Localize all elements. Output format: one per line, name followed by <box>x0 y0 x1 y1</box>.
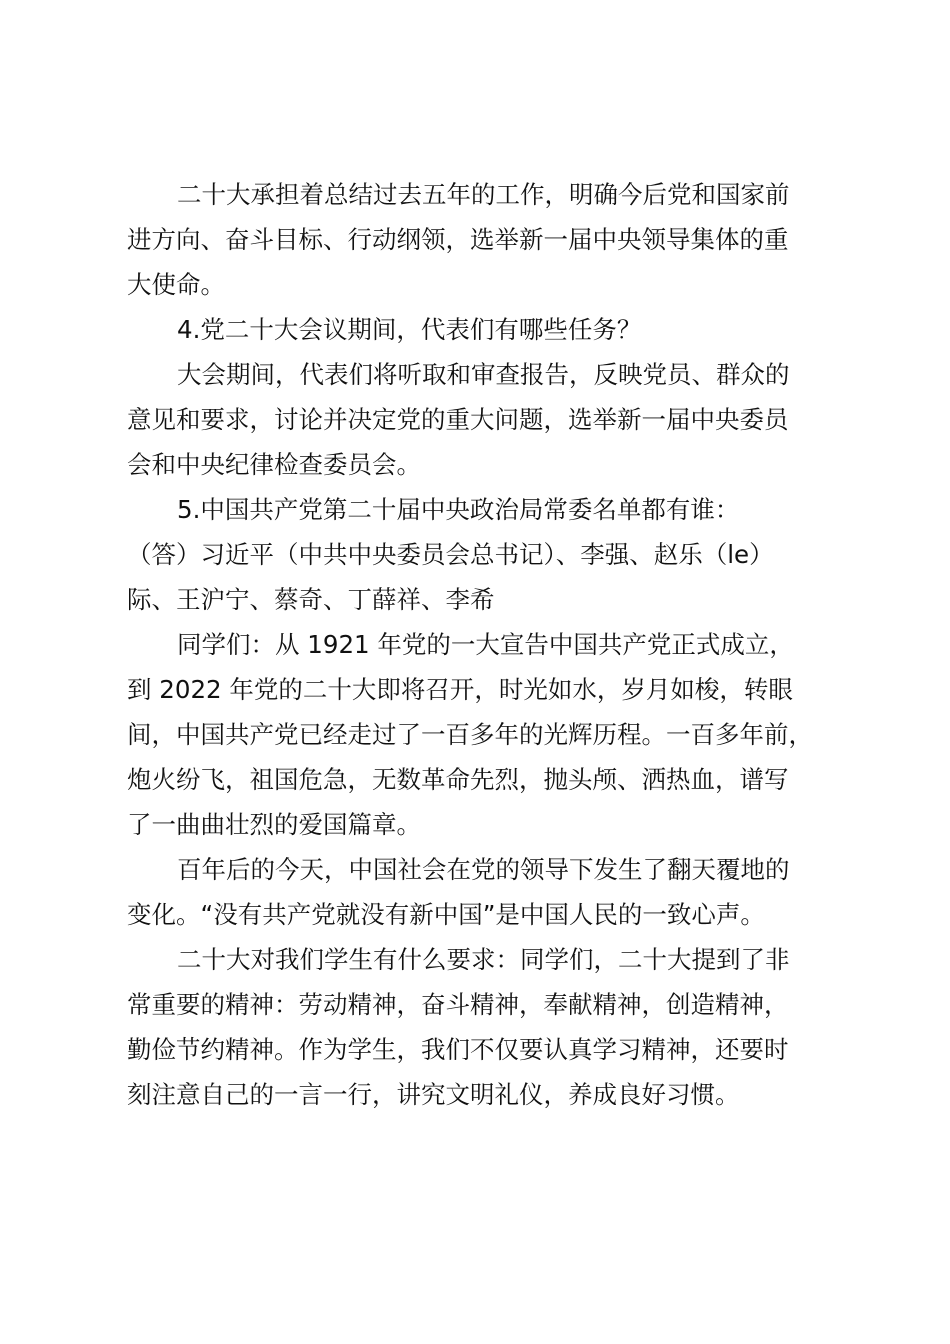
text-line: 勤俭节约精神。作为学生，我们不仅要认真学习精神，还要时 <box>127 1035 789 1064</box>
text-line: 炮火纷飞，祖国危急，无数革命先烈，抛头颅、洒热血，谱写 <box>127 765 789 794</box>
text-line: 大使命。 <box>127 270 225 299</box>
text-line: 常重要的精神：劳动精神，奋斗精神，奉献精神，创造精神， <box>127 990 789 1019</box>
text-line: 刻注意自己的一言一行，讲究文明礼仪，养成良好习惯。 <box>127 1080 740 1109</box>
paragraph <box>127 937 833 1117</box>
paragraph <box>127 622 833 847</box>
question-heading <box>127 487 833 622</box>
text-line: （答）习近平（中共中央委员会总书记）、李强、赵乐（le） <box>127 540 774 569</box>
text-line: 变化。“没有共产党就没有新中国”是中国人民的一致心声。 <box>127 900 765 929</box>
text-line: 间，中国共产党已经走过了一百多年的光辉历程。一百多年前， <box>127 720 813 749</box>
text-line: 同学们：从 1921 年党的一大宣告中国共产党正式成立， <box>177 630 794 659</box>
text-line: 二十大承担着总结过去五年的工作，明确今后党和国家前 <box>177 180 790 209</box>
text-line: 意见和要求，讨论并决定党的重大问题，选举新一届中央委员 <box>127 405 789 434</box>
text-line: 际、王沪宁、蔡奇、丁薛祥、李希 <box>127 585 495 614</box>
text-line: 5.中国共产党第二十届中央政治局常委名单都有谁： <box>177 495 740 524</box>
document-body <box>127 172 833 1117</box>
text-line: 大会期间，代表们将听取和审查报告，反映党员、群众的 <box>177 360 790 389</box>
text-line: 到 2022 年党的二十大即将召开，时光如水，岁月如梭，转眼 <box>127 675 793 704</box>
question-heading <box>127 307 833 352</box>
text-line: 了一曲曲壮烈的爱国篇章。 <box>127 810 421 839</box>
text-line: 二十大对我们学生有什么要求：同学们，二十大提到了非 <box>177 945 790 974</box>
text-line: 4.党二十大会议期间，代表们有哪些任务？ <box>177 315 642 344</box>
paragraph <box>127 847 833 937</box>
text-line: 百年后的今天，中国社会在党的领导下发生了翻天覆地的 <box>177 855 790 884</box>
text-line: 进方向、奋斗目标、行动纲领，选举新一届中央领导集体的重 <box>127 225 789 254</box>
paragraph <box>127 172 833 307</box>
text-line: 会和中央纪律检查委员会。 <box>127 450 421 479</box>
paragraph <box>127 352 833 487</box>
